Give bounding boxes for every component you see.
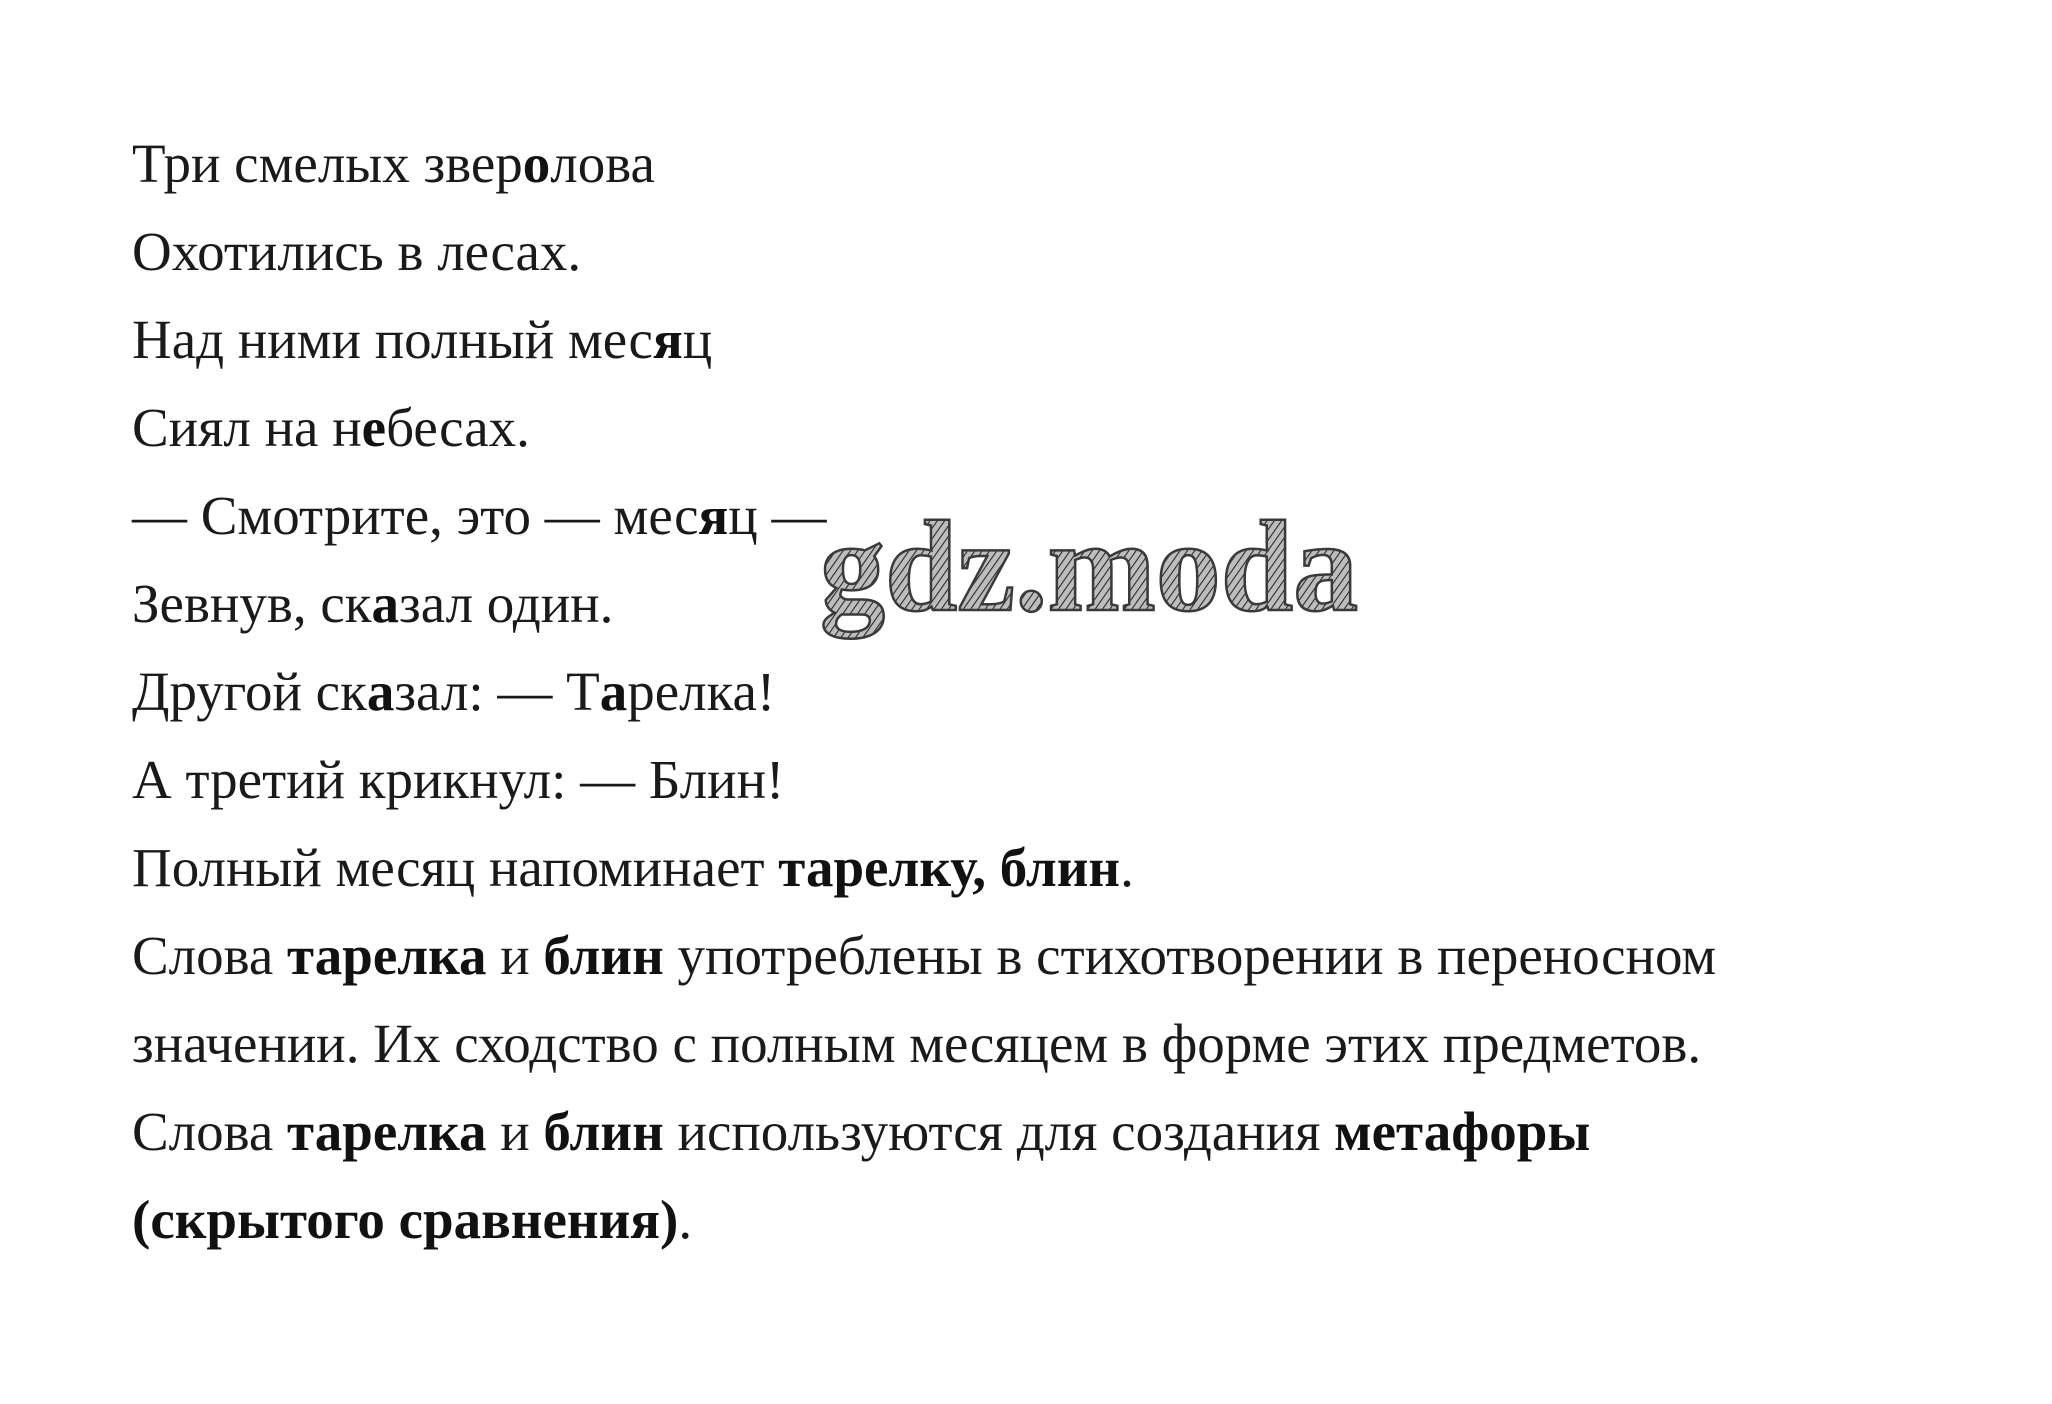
- text-segment: и: [486, 1101, 544, 1162]
- poem: [132, 120, 1992, 824]
- poem-line: [132, 120, 1992, 208]
- bold-text: метафоры: [1334, 1101, 1591, 1162]
- text-segment: ц —: [728, 485, 827, 546]
- watermark-text: gdz.moda: [820, 500, 1359, 639]
- bold-text: а: [599, 661, 628, 722]
- poem-line: [132, 208, 1992, 296]
- poem-line: [132, 736, 1992, 824]
- text-segment: ц: [682, 309, 713, 370]
- text-segment: .: [1120, 837, 1134, 898]
- poem-line: [132, 296, 1992, 384]
- bold-text: блин: [543, 1101, 664, 1162]
- text-segment: Три смелых звер: [132, 133, 523, 194]
- bold-text: я: [652, 309, 683, 370]
- text-segment: релка!: [627, 661, 776, 722]
- bold-text: тарелку, блин: [778, 837, 1121, 898]
- text-segment: лова: [550, 133, 655, 194]
- explanation-line: [132, 1176, 1992, 1264]
- poem-line: [132, 648, 1992, 736]
- text-segment: Сиял на н: [132, 397, 362, 458]
- explanation-line: [132, 912, 1992, 1000]
- text-segment: употреблены в стихотворении в переносном: [663, 925, 1717, 986]
- explanation-line: [132, 1000, 1992, 1088]
- poem-line: [132, 384, 1992, 472]
- explanation: [132, 824, 1992, 1264]
- explanation-line: [132, 1088, 1992, 1176]
- text-segment: Слова: [132, 925, 288, 986]
- bold-text: а: [371, 573, 399, 634]
- bold-text: тарелка: [287, 925, 487, 986]
- text-segment: Полный месяц напоминает: [132, 837, 779, 898]
- bold-text: тарелка: [287, 1101, 487, 1162]
- bold-text: е: [361, 397, 387, 458]
- text-segment: бесах.: [386, 397, 530, 458]
- bold-text: я: [698, 485, 729, 546]
- text-segment: — Смотрите, это — мес: [132, 485, 699, 546]
- bold-text: блин: [543, 925, 664, 986]
- bold-text: о: [522, 133, 551, 194]
- bold-text: а: [366, 661, 395, 722]
- text-segment: А третий крикнул: — Блин!: [132, 749, 785, 810]
- bold-text: (скрытого сравнения): [132, 1189, 679, 1250]
- text-segment: Другой ск: [132, 661, 367, 722]
- text-segment: зал один.: [398, 573, 614, 634]
- text-segment: Охотились в лесах.: [132, 221, 582, 282]
- watermark-logo: [812, 500, 1412, 650]
- text-segment: зал: — Т: [394, 661, 600, 722]
- text-segment: и: [486, 925, 544, 986]
- text-segment: используются для создания: [663, 1101, 1335, 1162]
- text-segment: Над ними полный мес: [132, 309, 653, 370]
- text-segment: .: [678, 1189, 693, 1250]
- text-segment: Зевнув, ск: [132, 573, 372, 634]
- explanation-line: [132, 824, 1992, 912]
- text-segment: Слова: [132, 1101, 288, 1162]
- text-block: [132, 120, 1992, 1264]
- text-segment: значении. Их сходство с полным месяцем в форме этих предметов.: [132, 1013, 1702, 1074]
